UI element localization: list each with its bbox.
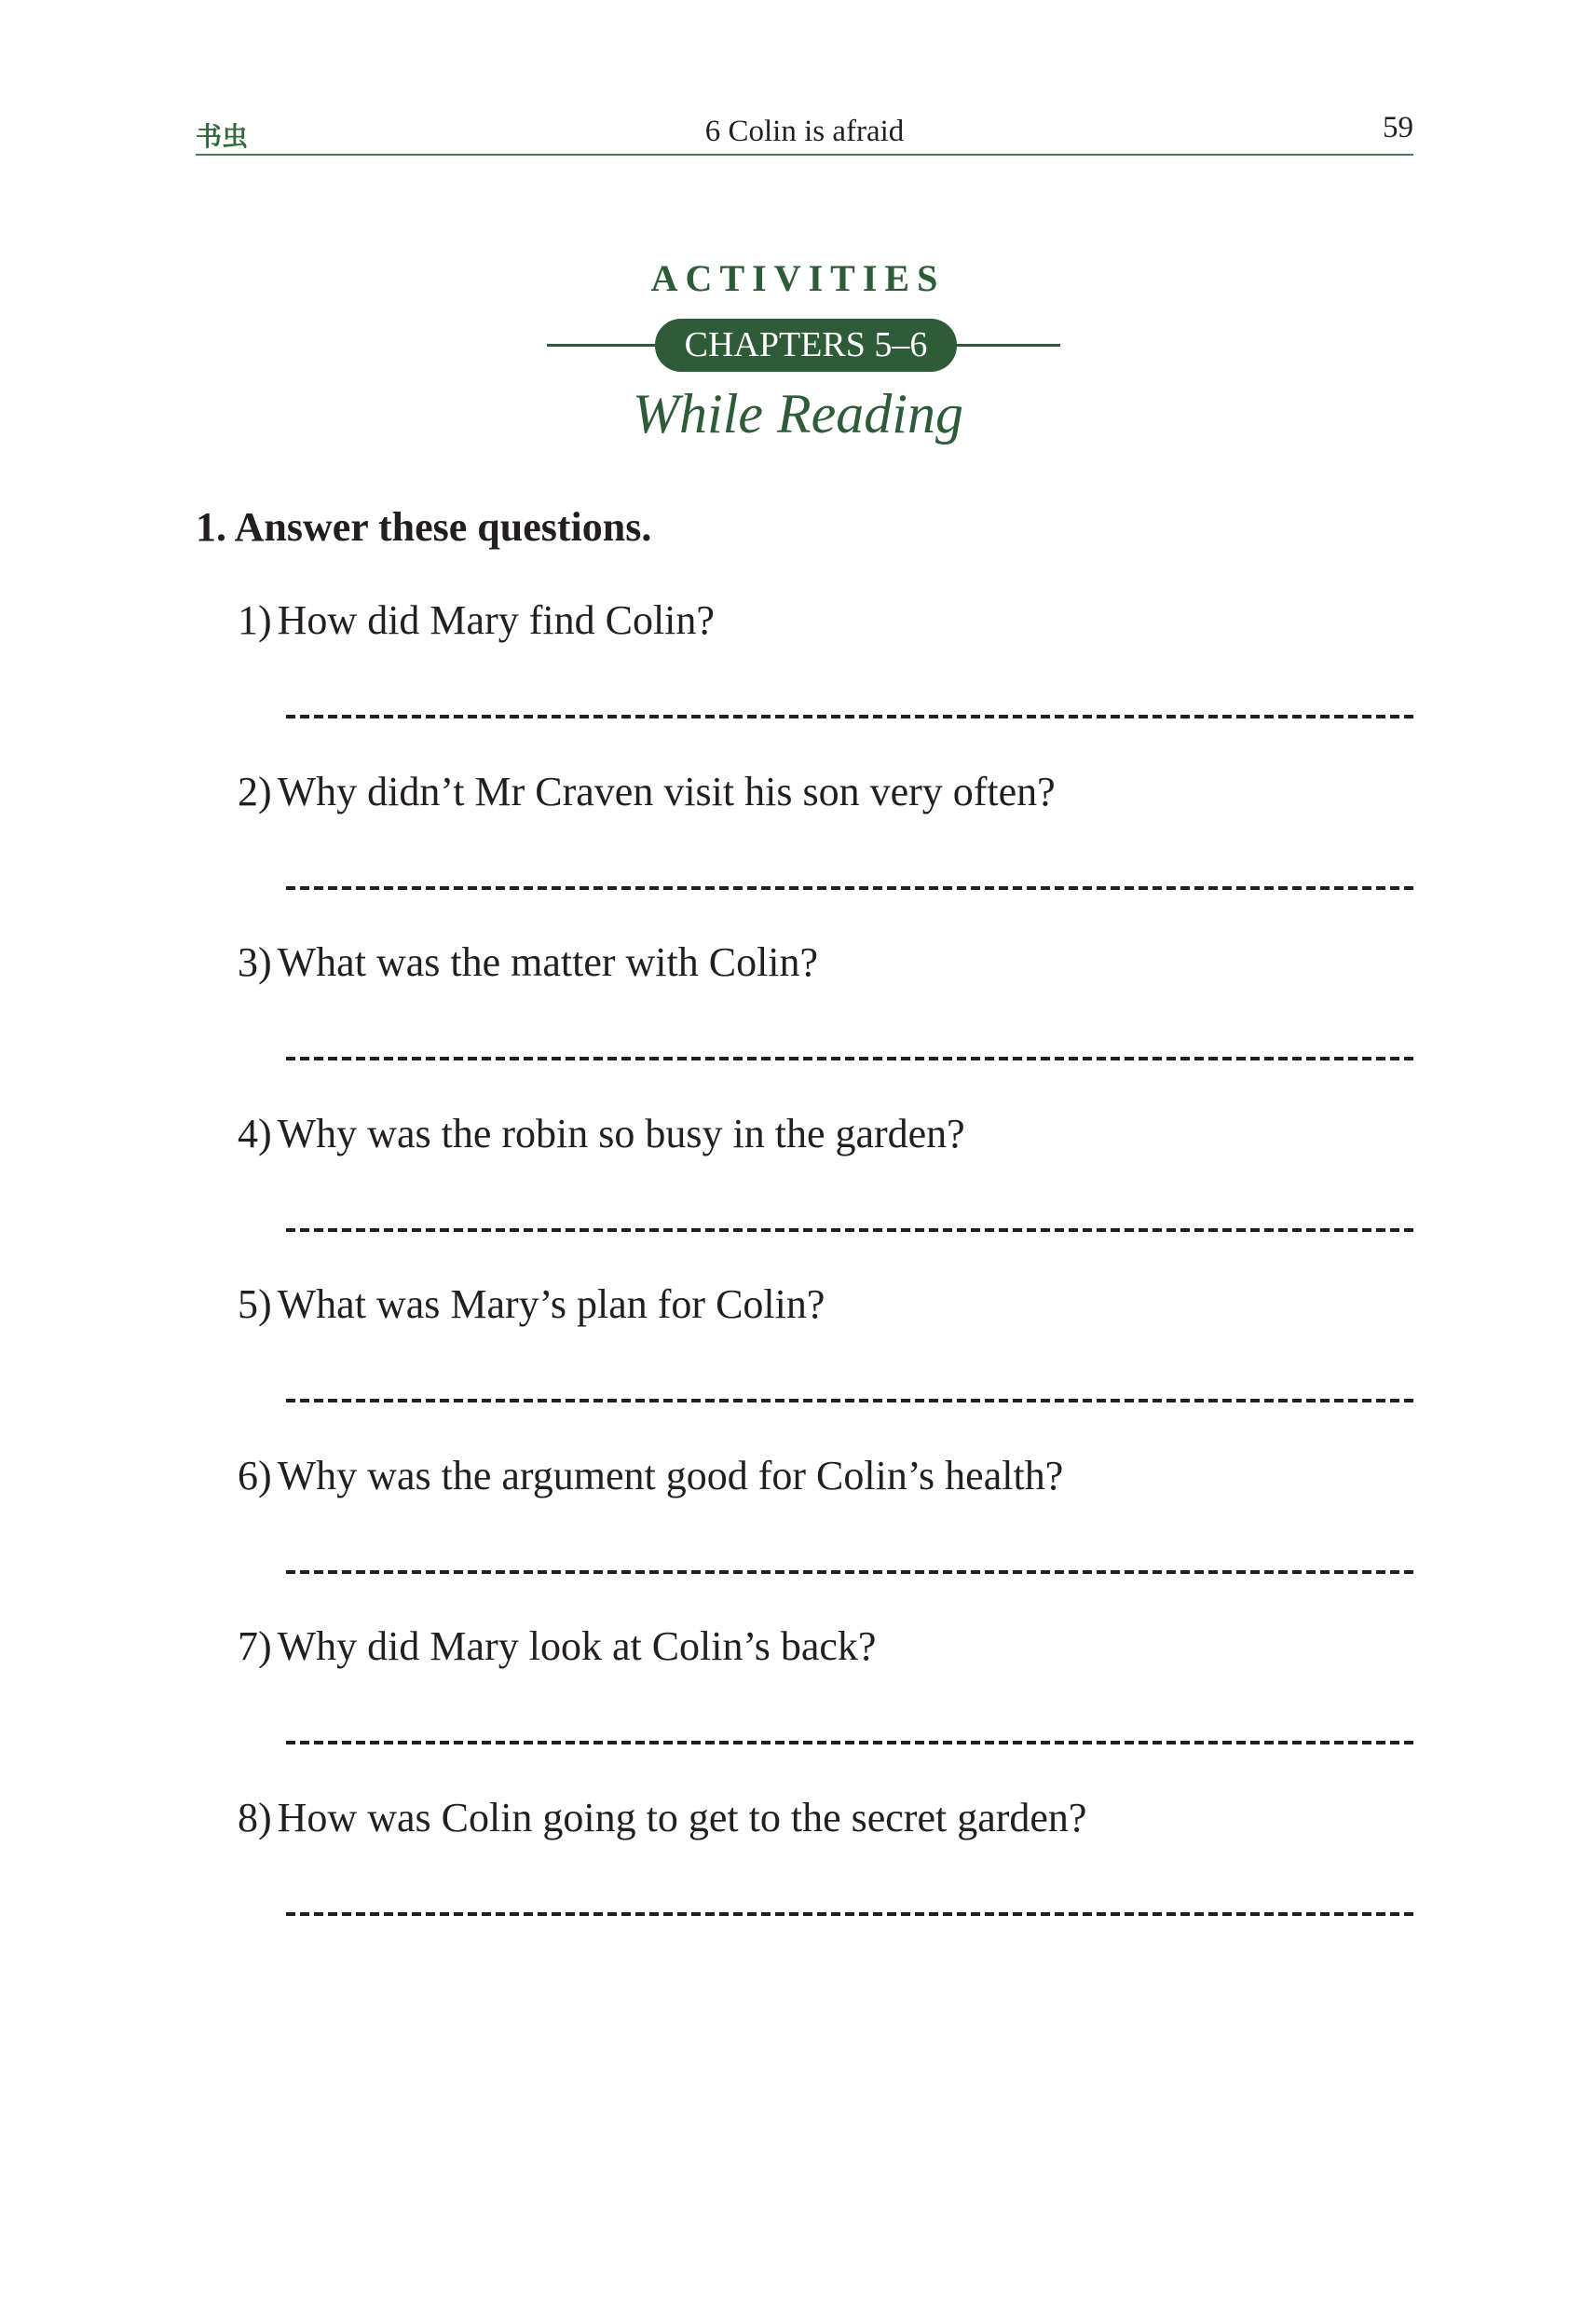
page-number: 59 xyxy=(1383,111,1413,144)
question-7 xyxy=(238,1622,876,1670)
exercise-title: 1. Answer these questions. xyxy=(196,504,652,550)
activities-heading: ACTIVITIES xyxy=(650,257,946,299)
question-text: Why didn’t Mr Craven visit his son very often? xyxy=(277,769,1056,814)
question-number: 5) xyxy=(238,1281,272,1327)
question-3 xyxy=(238,938,818,986)
question-2 xyxy=(238,768,1056,815)
question-number: 3) xyxy=(238,939,272,985)
chapter-title: 6 Colin is afraid xyxy=(704,115,905,148)
question-number: 2) xyxy=(238,769,272,814)
question-text: What was the matter with Colin? xyxy=(277,939,819,985)
question-text: How did Mary find Colin? xyxy=(277,597,715,643)
question-text: Why was the robin so busy in the garden? xyxy=(277,1111,965,1156)
question-4 xyxy=(238,1110,965,1157)
question-text: How was Colin going to get to the secret garden? xyxy=(277,1795,1087,1840)
running-head xyxy=(196,107,1413,156)
answer-line-4[interactable] xyxy=(286,1228,1413,1232)
question-1 xyxy=(238,596,715,644)
chapters-badge: CHAPTERS 5–6 xyxy=(655,319,957,372)
question-number: 4) xyxy=(238,1111,272,1156)
question-5 xyxy=(238,1280,825,1328)
question-number: 7) xyxy=(238,1623,272,1669)
answer-line-2[interactable] xyxy=(286,886,1413,890)
question-text: Why was the argument good for Colin’s health? xyxy=(277,1453,1064,1498)
question-text: Why did Mary look at Colin’s back? xyxy=(277,1623,877,1669)
answer-line-3[interactable] xyxy=(286,1057,1413,1060)
answer-line-5[interactable] xyxy=(286,1399,1413,1402)
answer-line-7[interactable] xyxy=(286,1741,1413,1744)
question-number: 6) xyxy=(238,1453,272,1498)
series-logo: 书虫 xyxy=(196,121,249,152)
question-6 xyxy=(238,1452,1063,1499)
answer-line-6[interactable] xyxy=(286,1570,1413,1574)
question-number: 1) xyxy=(238,597,272,643)
question-number: 8) xyxy=(238,1795,272,1840)
section-subtitle: While Reading xyxy=(633,383,963,445)
question-text: What was Mary’s plan for Colin? xyxy=(277,1281,825,1327)
answer-line-1[interactable] xyxy=(286,715,1413,718)
question-8 xyxy=(238,1794,1086,1841)
answer-line-8[interactable] xyxy=(286,1912,1413,1916)
